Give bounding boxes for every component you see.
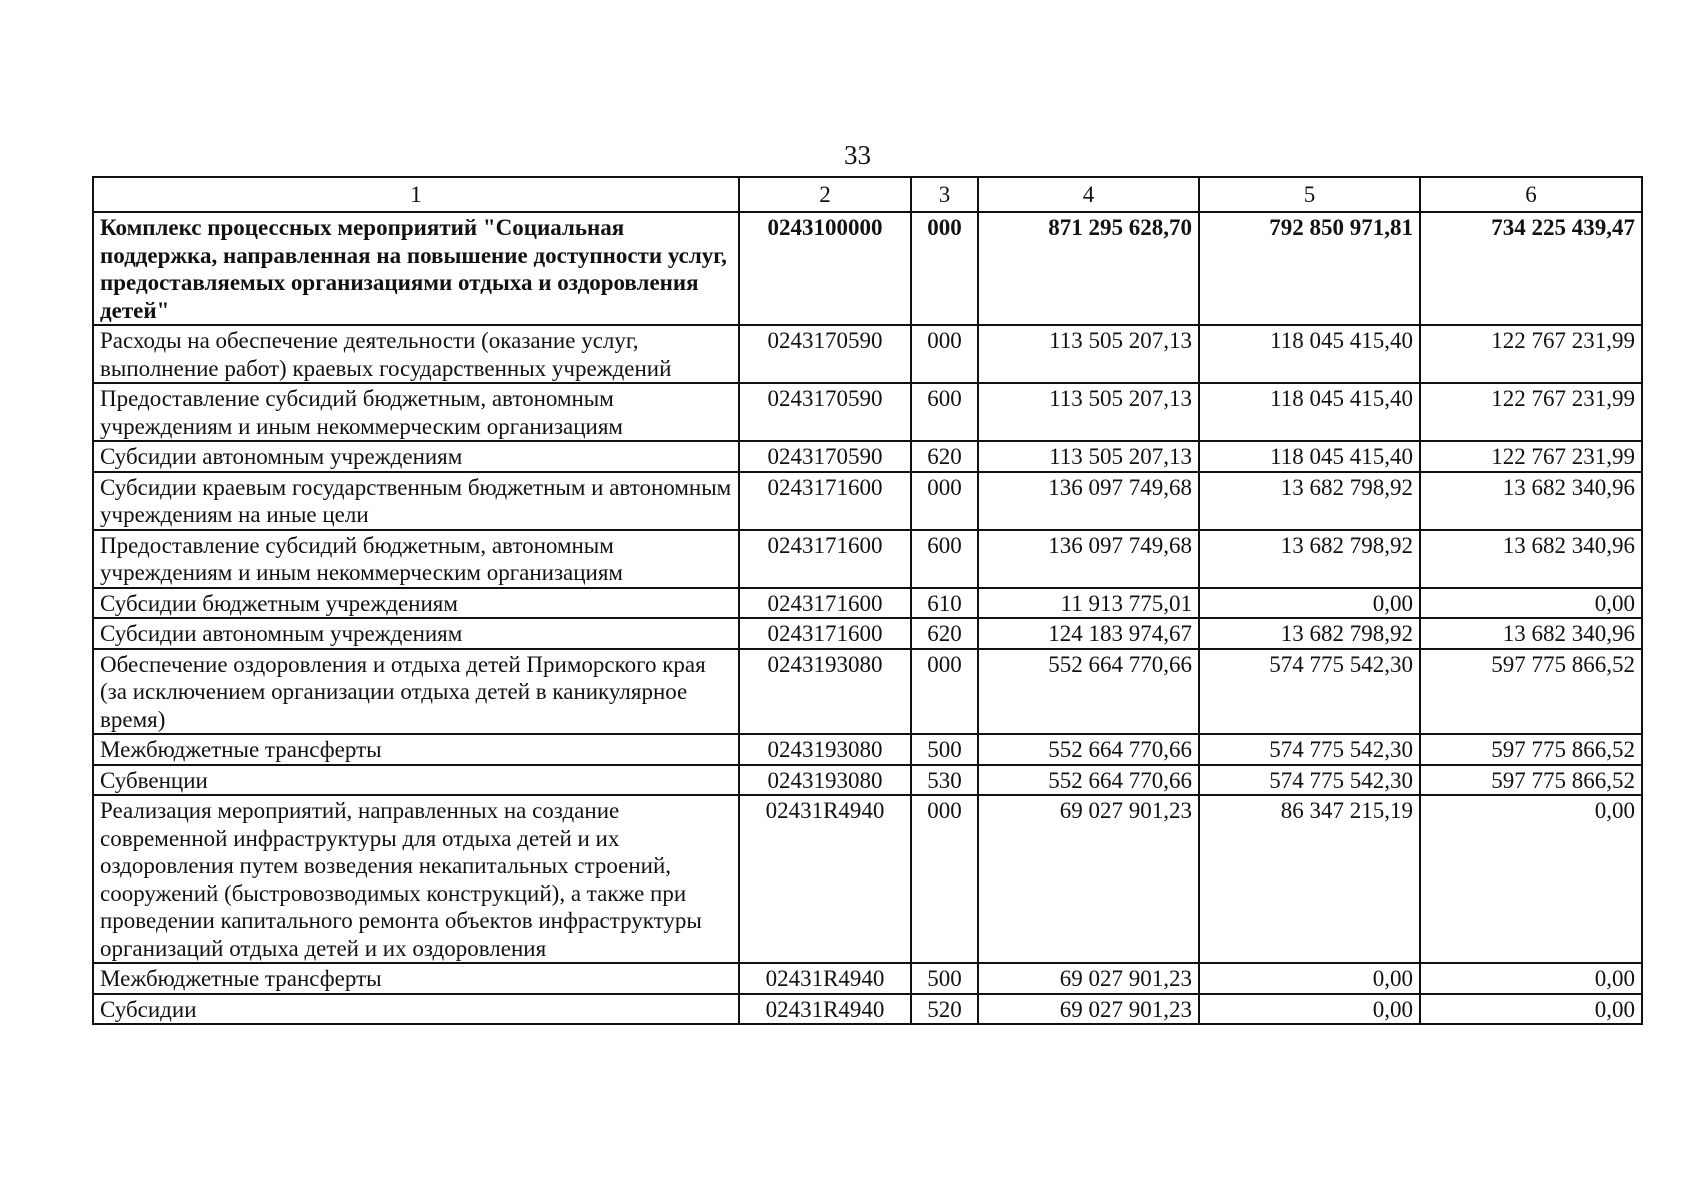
column-header: 3 [911, 177, 978, 212]
row-value-3: 0,00 [1420, 588, 1642, 619]
row-expense-type: 520 [911, 994, 978, 1025]
row-value-3: 122 767 231,99 [1420, 325, 1642, 383]
row-name: Субсидии краевым государственным бюджетным и автономным учреждениям на иные цели [93, 472, 739, 530]
row-value-1: 113 505 207,13 [978, 441, 1199, 472]
row-value-3: 597 775 866,52 [1420, 649, 1642, 735]
row-code: 0243170590 [739, 325, 911, 383]
table-row [93, 588, 1642, 619]
row-value-1: 124 183 974,67 [978, 618, 1199, 649]
row-value-2: 118 045 415,40 [1199, 383, 1420, 441]
row-code: 0243193080 [739, 734, 911, 765]
row-code: 0243193080 [739, 649, 911, 735]
row-code: 0243100000 [739, 212, 911, 325]
row-expense-type: 000 [911, 649, 978, 735]
row-code: 0243170590 [739, 441, 911, 472]
row-value-3: 597 775 866,52 [1420, 765, 1642, 796]
row-name: Субсидии автономным учреждениям [93, 618, 739, 649]
table-row [93, 618, 1642, 649]
row-code: 02431R4940 [739, 994, 911, 1025]
row-value-3: 0,00 [1420, 994, 1642, 1025]
row-expense-type: 000 [911, 795, 978, 963]
row-code: 0243170590 [739, 383, 911, 441]
row-value-1: 113 505 207,13 [978, 325, 1199, 383]
row-value-2: 13 682 798,92 [1199, 618, 1420, 649]
table-row [93, 994, 1642, 1025]
row-value-1: 113 505 207,13 [978, 383, 1199, 441]
column-header: 2 [739, 177, 911, 212]
table-row [93, 734, 1642, 765]
row-expense-type: 000 [911, 325, 978, 383]
row-name: Комплекс процессных мероприятий "Социальная поддержка, направленная на повышение доступности услуг, предоставляемых организациями отдыха и оздоровления детей" [93, 212, 739, 325]
row-name: Межбюджетные трансферты [93, 963, 739, 994]
row-expense-type: 610 [911, 588, 978, 619]
row-code: 0243171600 [739, 618, 911, 649]
row-value-3: 597 775 866,52 [1420, 734, 1642, 765]
row-value-2: 118 045 415,40 [1199, 325, 1420, 383]
row-name: Обеспечение оздоровления и отдыха детей Приморского края (за исключением организации отдыха детей в каникулярное время) [93, 649, 739, 735]
row-expense-type: 500 [911, 963, 978, 994]
row-value-2: 574 775 542,30 [1199, 734, 1420, 765]
row-code: 02431R4940 [739, 795, 911, 963]
row-value-3: 734 225 439,47 [1420, 212, 1642, 325]
row-expense-type: 530 [911, 765, 978, 796]
row-value-1: 69 027 901,23 [978, 994, 1199, 1025]
row-value-1: 136 097 749,68 [978, 472, 1199, 530]
table-row [93, 212, 1642, 325]
row-value-3: 0,00 [1420, 963, 1642, 994]
row-expense-type: 620 [911, 618, 978, 649]
table-row [93, 795, 1642, 963]
column-header: 4 [978, 177, 1199, 212]
row-value-1: 552 664 770,66 [978, 765, 1199, 796]
table-row [93, 765, 1642, 796]
row-value-3: 13 682 340,96 [1420, 530, 1642, 588]
row-value-2: 118 045 415,40 [1199, 441, 1420, 472]
row-expense-type: 000 [911, 472, 978, 530]
row-value-1: 552 664 770,66 [978, 734, 1199, 765]
table-row [93, 472, 1642, 530]
column-header: 1 [93, 177, 739, 212]
row-name: Межбюджетные трансферты [93, 734, 739, 765]
row-expense-type: 500 [911, 734, 978, 765]
table-row [93, 325, 1642, 383]
row-value-2: 574 775 542,30 [1199, 649, 1420, 735]
table-row [93, 530, 1642, 588]
row-name: Расходы на обеспечение деятельности (оказание услуг, выполнение работ) краевых государственных учреждений [93, 325, 739, 383]
row-name: Реализация мероприятий, направленных на создание современной инфраструктуры для отдыха детей и их оздоровления путем возведения некапитальных строений, сооружений (быстровозводимых конструкций), а также при проведении капитального ремонта объектов инфраструктуры организаций отдыха детей и их оздоровления [93, 795, 739, 963]
row-value-3: 122 767 231,99 [1420, 441, 1642, 472]
row-value-2: 0,00 [1199, 588, 1420, 619]
table-row [93, 383, 1642, 441]
row-value-3: 13 682 340,96 [1420, 472, 1642, 530]
table-row [93, 963, 1642, 994]
row-expense-type: 620 [911, 441, 978, 472]
row-name: Предоставление субсидий бюджетным, автономным учреждениям и иным некоммерческим организациям [93, 530, 739, 588]
row-code: 0243171600 [739, 588, 911, 619]
row-name: Субсидии бюджетным учреждениям [93, 588, 739, 619]
row-value-3: 0,00 [1420, 795, 1642, 963]
row-value-3: 122 767 231,99 [1420, 383, 1642, 441]
row-value-2: 0,00 [1199, 994, 1420, 1025]
row-code: 0243171600 [739, 472, 911, 530]
row-value-2: 13 682 798,92 [1199, 472, 1420, 530]
row-name: Субвенции [93, 765, 739, 796]
row-value-2: 13 682 798,92 [1199, 530, 1420, 588]
column-header: 6 [1420, 177, 1642, 212]
budget-table [92, 176, 1643, 1025]
row-code: 02431R4940 [739, 963, 911, 994]
row-value-3: 13 682 340,96 [1420, 618, 1642, 649]
row-name: Субсидии автономным учреждениям [93, 441, 739, 472]
row-value-2: 86 347 215,19 [1199, 795, 1420, 963]
row-value-2: 574 775 542,30 [1199, 765, 1420, 796]
header-row [93, 177, 1642, 212]
row-expense-type: 000 [911, 212, 978, 325]
row-code: 0243171600 [739, 530, 911, 588]
row-name: Субсидии [93, 994, 739, 1025]
row-value-1: 11 913 775,01 [978, 588, 1199, 619]
row-value-1: 552 664 770,66 [978, 649, 1199, 735]
row-value-2: 792 850 971,81 [1199, 212, 1420, 325]
column-header: 5 [1199, 177, 1420, 212]
table-row [93, 441, 1642, 472]
row-value-1: 69 027 901,23 [978, 795, 1199, 963]
table-row [93, 649, 1642, 735]
page-number: 33 [844, 140, 871, 170]
row-value-2: 0,00 [1199, 963, 1420, 994]
row-value-1: 69 027 901,23 [978, 963, 1199, 994]
row-expense-type: 600 [911, 530, 978, 588]
row-value-1: 136 097 749,68 [978, 530, 1199, 588]
row-name: Предоставление субсидий бюджетным, автономным учреждениям и иным некоммерческим организациям [93, 383, 739, 441]
row-expense-type: 600 [911, 383, 978, 441]
row-value-1: 871 295 628,70 [978, 212, 1199, 325]
row-code: 0243193080 [739, 765, 911, 796]
